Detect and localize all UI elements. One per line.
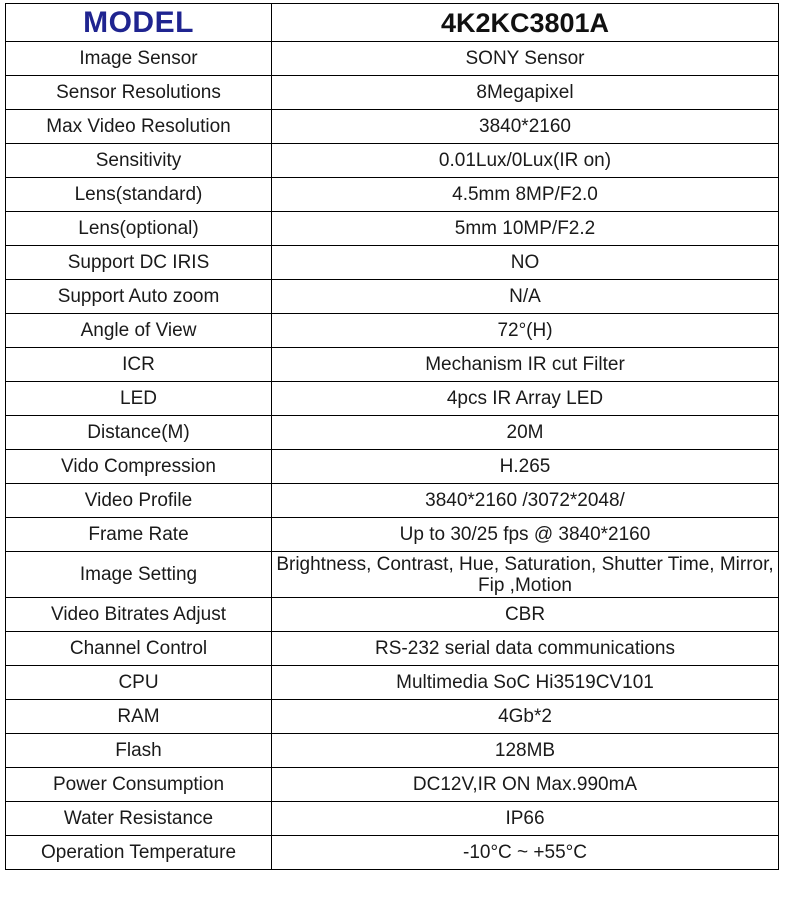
spec-value: 72°(H) — [272, 314, 779, 348]
spec-table — [5, 3, 779, 870]
spec-value: Up to 30/25 fps @ 3840*2160 — [272, 518, 779, 552]
spec-label: Water Resistance — [6, 802, 272, 836]
spec-label: Channel Control — [6, 632, 272, 666]
table-row — [6, 518, 779, 552]
table-row — [6, 450, 779, 484]
table-row — [6, 484, 779, 518]
spec-label: Max Video Resolution — [6, 110, 272, 144]
table-header-row — [6, 4, 779, 42]
table-row — [6, 598, 779, 632]
spec-value: Mechanism IR cut Filter — [272, 348, 779, 382]
table-row — [6, 802, 779, 836]
spec-value: SONY Sensor — [272, 42, 779, 76]
spec-label: CPU — [6, 666, 272, 700]
spec-value: 4.5mm 8MP/F2.0 — [272, 178, 779, 212]
table-row — [6, 42, 779, 76]
table-row — [6, 212, 779, 246]
table-row — [6, 666, 779, 700]
spec-value: Multimedia SoC Hi3519CV101 — [272, 666, 779, 700]
table-row — [6, 178, 779, 212]
table-row — [6, 700, 779, 734]
spec-value: N/A — [272, 280, 779, 314]
spec-label: Distance(M) — [6, 416, 272, 450]
spec-label: Video Profile — [6, 484, 272, 518]
table-row — [6, 144, 779, 178]
table-row — [6, 246, 779, 280]
spec-label: Flash — [6, 734, 272, 768]
spec-value: 4pcs IR Array LED — [272, 382, 779, 416]
spec-value: 5mm 10MP/F2.2 — [272, 212, 779, 246]
table-row — [6, 768, 779, 802]
table-row — [6, 280, 779, 314]
spec-value: NO — [272, 246, 779, 280]
spec-value: 4Gb*2 — [272, 700, 779, 734]
spec-label: Angle of View — [6, 314, 272, 348]
spec-label: Lens(optional) — [6, 212, 272, 246]
spec-label: Frame Rate — [6, 518, 272, 552]
spec-label: Image Setting — [6, 552, 272, 598]
spec-label: Support Auto zoom — [6, 280, 272, 314]
table-row — [6, 416, 779, 450]
spec-value: H.265 — [272, 450, 779, 484]
table-row — [6, 382, 779, 416]
spec-label: Video Bitrates Adjust — [6, 598, 272, 632]
spec-value: CBR — [272, 598, 779, 632]
table-row — [6, 734, 779, 768]
spec-value: 0.01Lux/0Lux(IR on) — [272, 144, 779, 178]
spec-label: LED — [6, 382, 272, 416]
spec-label: Operation Temperature — [6, 836, 272, 870]
table-row — [6, 348, 779, 382]
spec-label: Sensitivity — [6, 144, 272, 178]
table-row — [6, 552, 779, 598]
spec-value: -10°C ~ +55°C — [272, 836, 779, 870]
table-row — [6, 314, 779, 348]
spec-value: 3840*2160 /3072*2048/ — [272, 484, 779, 518]
spec-label: Lens(standard) — [6, 178, 272, 212]
spec-value: 3840*2160 — [272, 110, 779, 144]
table-row — [6, 110, 779, 144]
spec-label: Power Consumption — [6, 768, 272, 802]
spec-value: Brightness, Contrast, Hue, Saturation, Shutter Time, Mirror, Fip ,Motion — [272, 552, 779, 598]
spec-label: Image Sensor — [6, 42, 272, 76]
spec-label: Sensor Resolutions — [6, 76, 272, 110]
spec-label: Vido Compression — [6, 450, 272, 484]
model-label: MODEL — [6, 4, 272, 42]
spec-value: 20M — [272, 416, 779, 450]
table-row — [6, 76, 779, 110]
spec-value: 8Megapixel — [272, 76, 779, 110]
spec-value: RS-232 serial data communications — [272, 632, 779, 666]
spec-label: ICR — [6, 348, 272, 382]
spec-label: RAM — [6, 700, 272, 734]
spec-value: DC12V,IR ON Max.990mA — [272, 768, 779, 802]
spec-value: 128MB — [272, 734, 779, 768]
table-row — [6, 632, 779, 666]
spec-value: IP66 — [272, 802, 779, 836]
model-value: 4K2KC3801A — [272, 4, 779, 42]
table-row — [6, 836, 779, 870]
spec-label: Support DC IRIS — [6, 246, 272, 280]
